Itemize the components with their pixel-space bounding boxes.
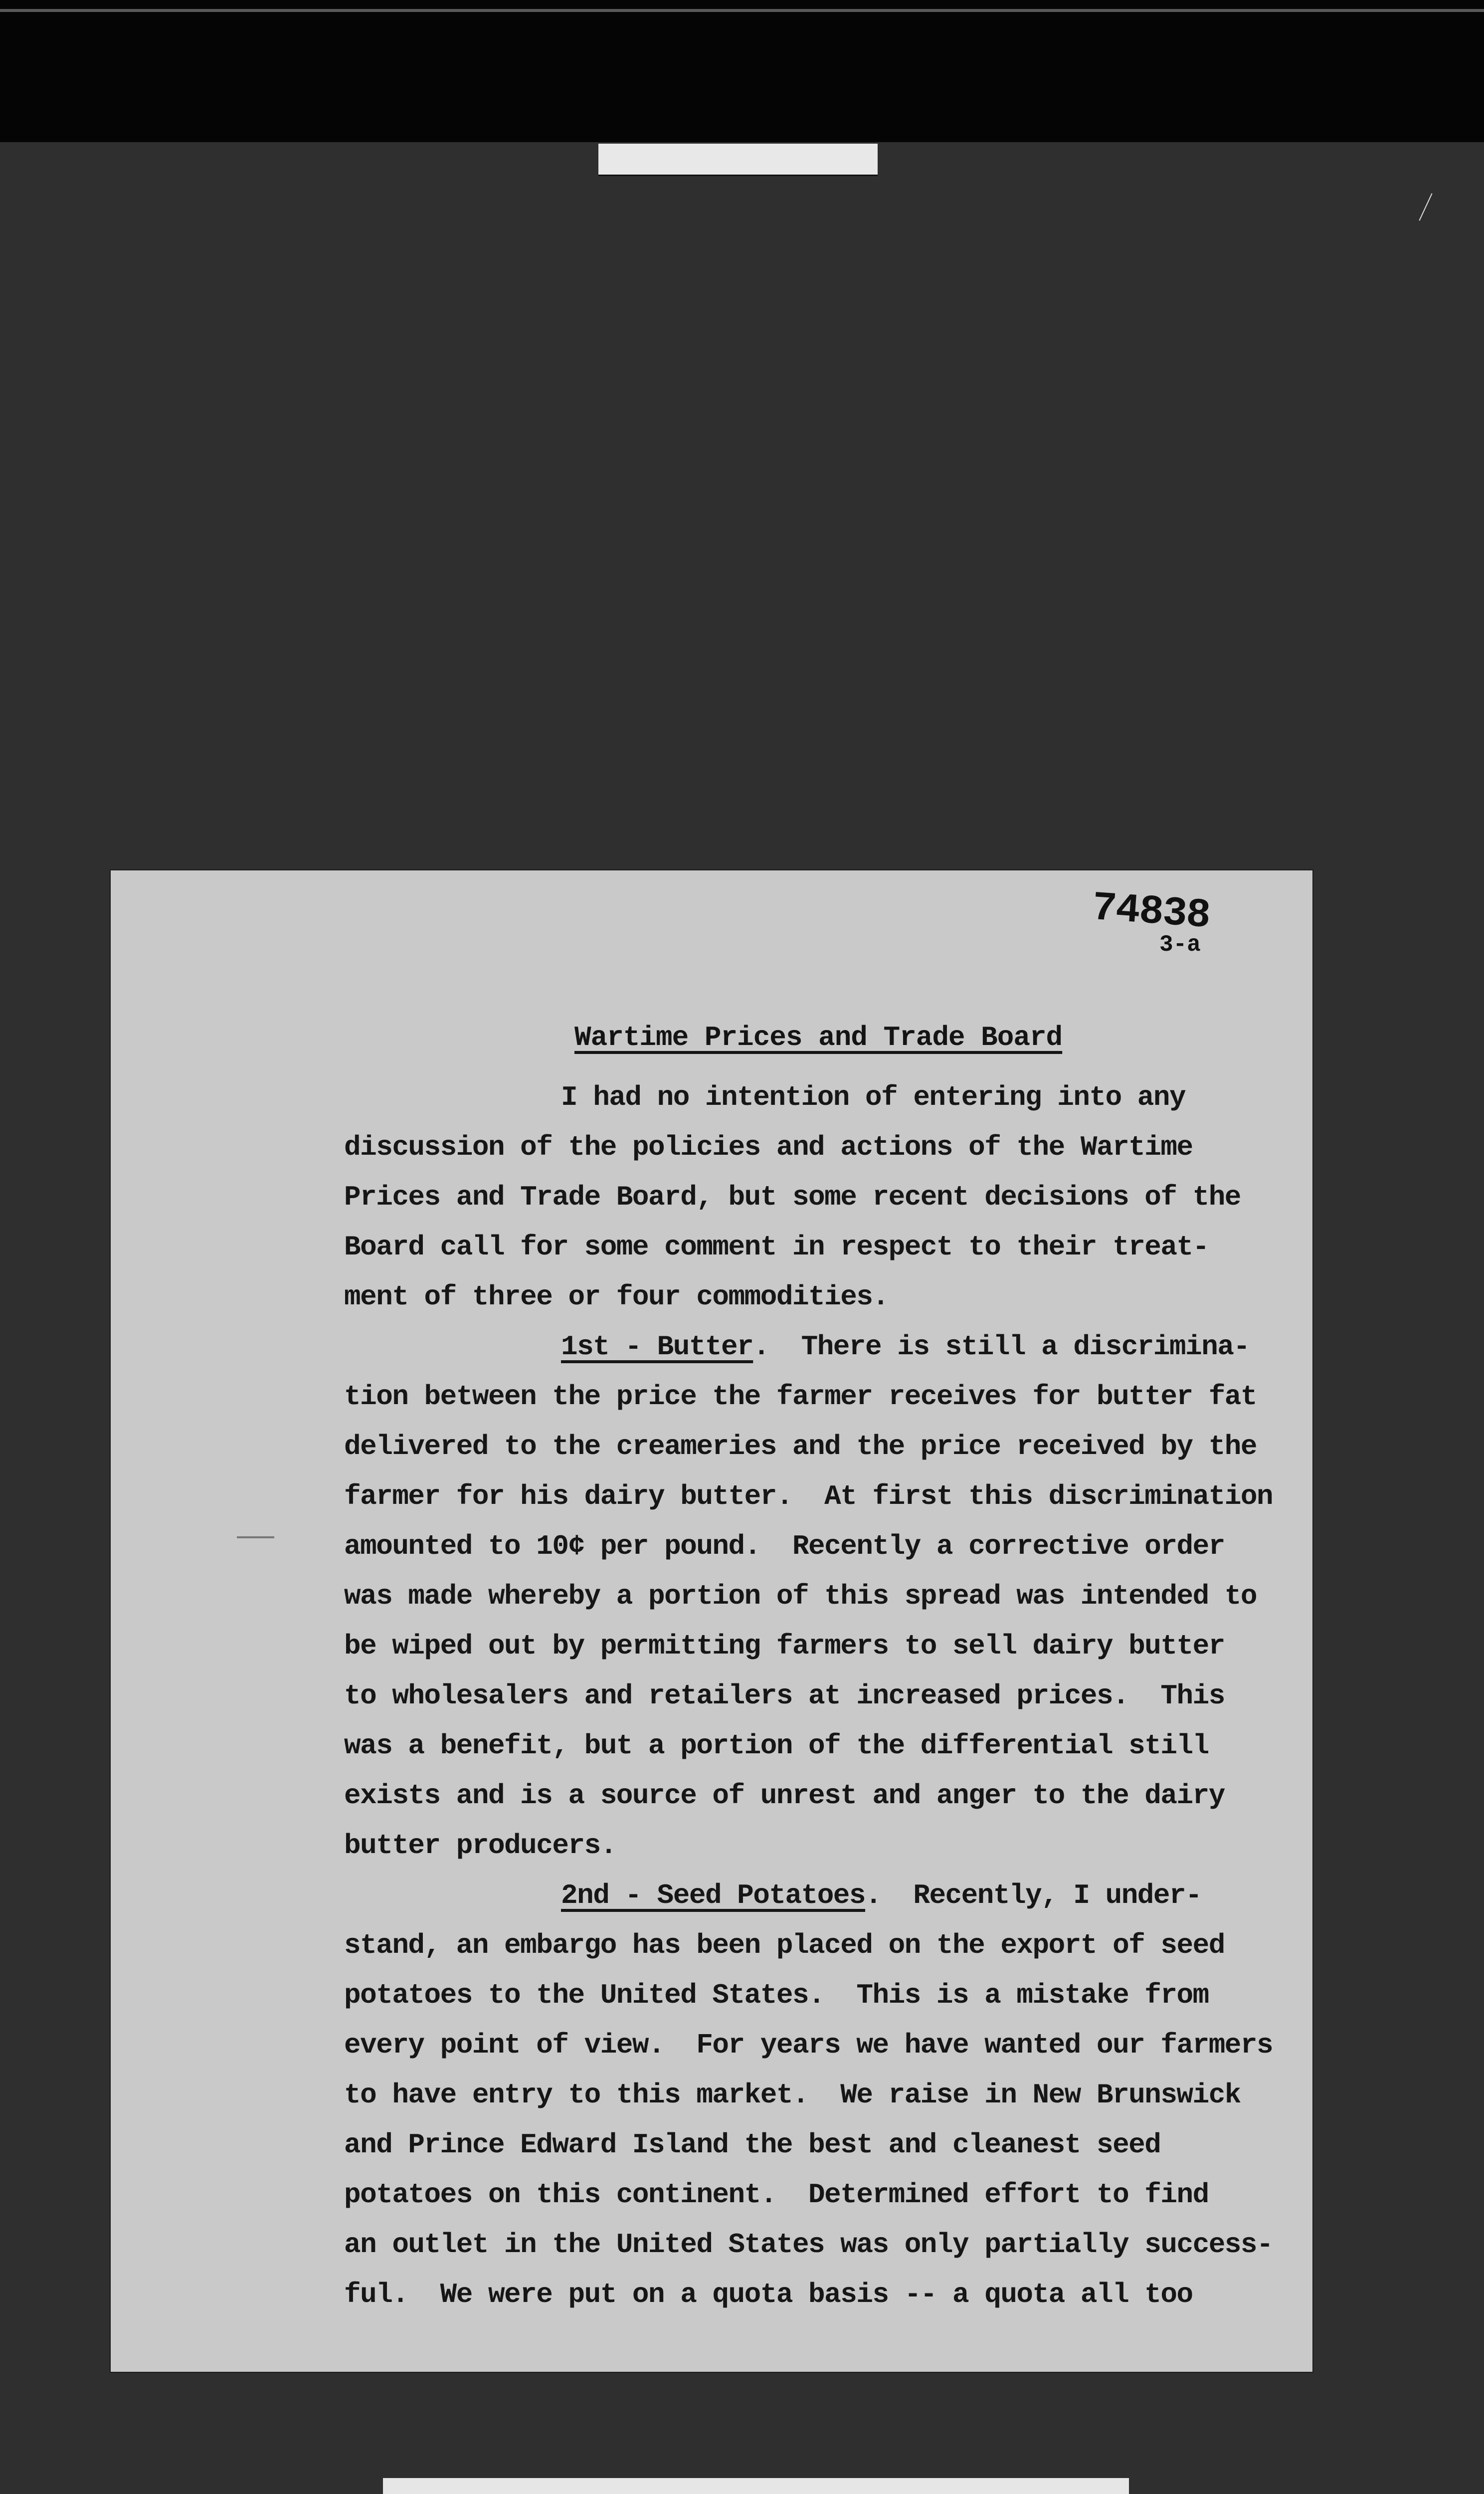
body-line bbox=[344, 1671, 1242, 1721]
page-number-stamp: 74838 bbox=[1091, 884, 1212, 940]
body-line bbox=[344, 1322, 1250, 1372]
body-line bbox=[344, 1372, 1257, 1422]
body-line-text: to have entry to this market. We raise in New Brunswick bbox=[344, 2079, 1241, 2111]
body-line-text: . Recently, I under- bbox=[865, 1879, 1202, 1911]
body-line-text: was made whereby a portion of this spread was intended to bbox=[344, 1580, 1257, 1612]
body-line-text: farmer for his dairy butter. At first this discrimination bbox=[344, 1480, 1273, 1512]
body-line-text: potatoes to the United States. This is a mistake from bbox=[344, 1979, 1209, 2011]
body-line-text: ful. We were put on a quota basis -- a quota all too bbox=[344, 2279, 1193, 2310]
body-line bbox=[344, 1422, 1257, 1471]
paper-tab bbox=[598, 144, 878, 176]
body-line bbox=[344, 2170, 1242, 2220]
body-line-text: tion between the price the farmer receives for butter fat bbox=[344, 1381, 1257, 1413]
body-line-text: potatoes on this continent. Determined effort to find bbox=[344, 2179, 1209, 2211]
body-line bbox=[344, 1821, 1242, 1870]
body-line-text: every point of view. For years we have wanted our farmers bbox=[344, 2029, 1273, 2061]
body-line bbox=[344, 1222, 1242, 1272]
body-line bbox=[344, 1172, 1242, 1222]
body-line bbox=[344, 2070, 1242, 2120]
body-line-text: Prices and Trade Board, but some recent decisions of the bbox=[344, 1181, 1241, 1213]
document-body bbox=[344, 1072, 1273, 2319]
body-line bbox=[344, 1970, 1242, 2020]
body-line bbox=[344, 1521, 1242, 1571]
body-line bbox=[344, 1920, 1242, 1970]
body-line bbox=[344, 1571, 1257, 1621]
body-line bbox=[344, 1870, 1242, 1920]
body-line-text: exists and is a source of unrest and anger to the dairy bbox=[344, 1780, 1225, 1812]
film-edge-rule bbox=[0, 9, 1484, 12]
body-line-text: amounted to 10¢ per pound. Recently a corrective order bbox=[344, 1530, 1225, 1562]
film-border-top bbox=[0, 0, 1484, 142]
body-line-text: and Prince Edward Island the best and cleanest seed bbox=[344, 2129, 1161, 2161]
body-line-text: . There is still a discrimina- bbox=[753, 1331, 1250, 1363]
section-heading: 1st - Butter bbox=[561, 1331, 753, 1363]
body-line bbox=[344, 2120, 1242, 2170]
body-line bbox=[344, 1072, 1242, 1122]
body-line-text: ment of three or four commodities. bbox=[344, 1281, 889, 1313]
document-title: Wartime Prices and Trade Board bbox=[574, 1022, 1063, 1053]
body-line-text: be wiped out by permitting farmers to sell dairy butter bbox=[344, 1630, 1225, 1662]
body-line bbox=[344, 2270, 1242, 2319]
body-line bbox=[344, 1771, 1242, 1821]
body-line-text: to wholesalers and retailers at increased prices. This bbox=[344, 1680, 1225, 1712]
page-sub-number: 3-a bbox=[1159, 932, 1201, 958]
margin-mark bbox=[237, 1536, 274, 1538]
body-line bbox=[344, 2220, 1273, 2270]
body-line-text: an outlet in the United States was only partially success- bbox=[344, 2229, 1273, 2261]
volume-label-strip bbox=[383, 2478, 1129, 2494]
body-line bbox=[344, 1272, 1242, 1322]
body-line-text: discussion of the policies and actions of the Wartime bbox=[344, 1131, 1193, 1163]
body-line-text: stand, an embargo has been placed on the export of seed bbox=[344, 1929, 1225, 1961]
section-heading: 2nd - Seed Potatoes bbox=[561, 1879, 866, 1911]
body-line bbox=[344, 1471, 1273, 1521]
body-line-text: butter producers. bbox=[344, 1830, 616, 1862]
body-line-text: was a benefit, but a portion of the differential still bbox=[344, 1730, 1209, 1762]
body-line-text: I had no intention of entering into any bbox=[561, 1081, 1186, 1113]
body-line bbox=[344, 1721, 1242, 1771]
body-line-text: Board call for some comment in respect to their treat- bbox=[344, 1231, 1209, 1263]
body-line bbox=[344, 2020, 1273, 2070]
body-line bbox=[344, 1122, 1242, 1172]
body-line bbox=[344, 1621, 1242, 1671]
body-line-text: delivered to the creameries and the price received by the bbox=[344, 1431, 1257, 1462]
